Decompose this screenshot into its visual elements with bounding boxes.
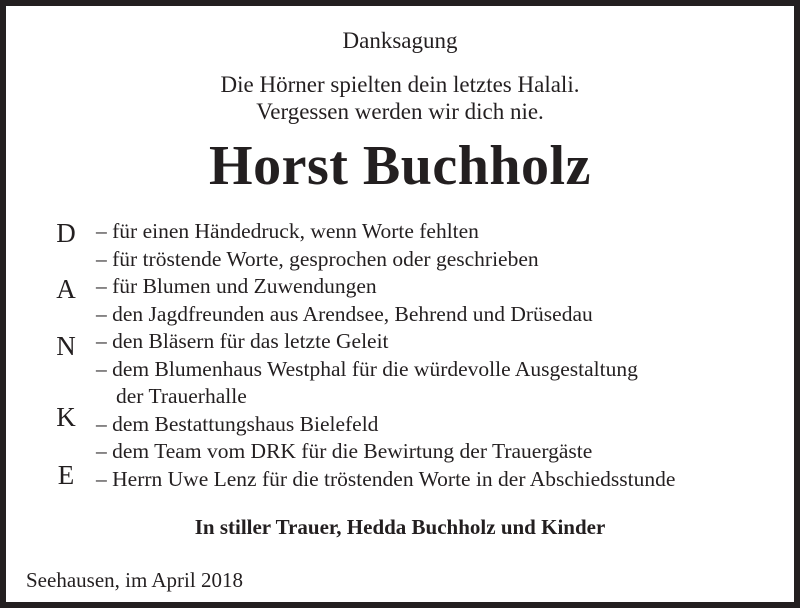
verse-line-1: Die Hörner spielten dein letztes Halali. — [220, 72, 580, 97]
thanks-item: – dem Team vom DRK für die Bewirtung der Trauergäste — [96, 439, 593, 463]
thanks-item: – Herrn Uwe Lenz für die tröstenden Worte in der Abschiedsstunde — [96, 466, 676, 491]
thanks-item: – den Bläsern für das letzte Geleit — [96, 329, 389, 353]
thanks-item: – den Jagdfreunden aus Arendsee, Behrend und Drüsedau — [96, 301, 593, 326]
notice-title: Danksagung — [342, 28, 458, 53]
thanks-item-continuation: der Trauerhalle — [116, 384, 247, 408]
thanks-item: – für einen Händedruck, wenn Worte fehlten — [96, 219, 479, 243]
danke-letter-a: A — [56, 274, 76, 304]
thanks-item: – dem Bestattungshaus Bielefeld — [96, 411, 379, 436]
thanks-item: – für tröstende Worte, gesprochen oder geschrieben — [96, 246, 539, 271]
thanks-item: – dem Blumenhaus Westphal für die würdevolle Ausgestaltung — [96, 356, 638, 381]
thanks-list — [96, 218, 796, 493]
verse-line-2: Vergessen werden wir dich nie. — [256, 99, 544, 124]
danke-letter-e: E — [57, 460, 75, 490]
thanks-item: – für Blumen und Zuwendungen — [96, 274, 377, 298]
danke-letter-k: K — [56, 402, 76, 432]
closing-signature: In stiller Trauer, Hedda Buchholz und Kinder — [194, 515, 606, 539]
place-date: Seehausen, im April 2018 — [26, 568, 243, 592]
deceased-name: Horst Buchholz — [209, 135, 591, 197]
danke-letter-d: D — [56, 218, 76, 248]
danke-letter-n: N — [56, 331, 76, 361]
